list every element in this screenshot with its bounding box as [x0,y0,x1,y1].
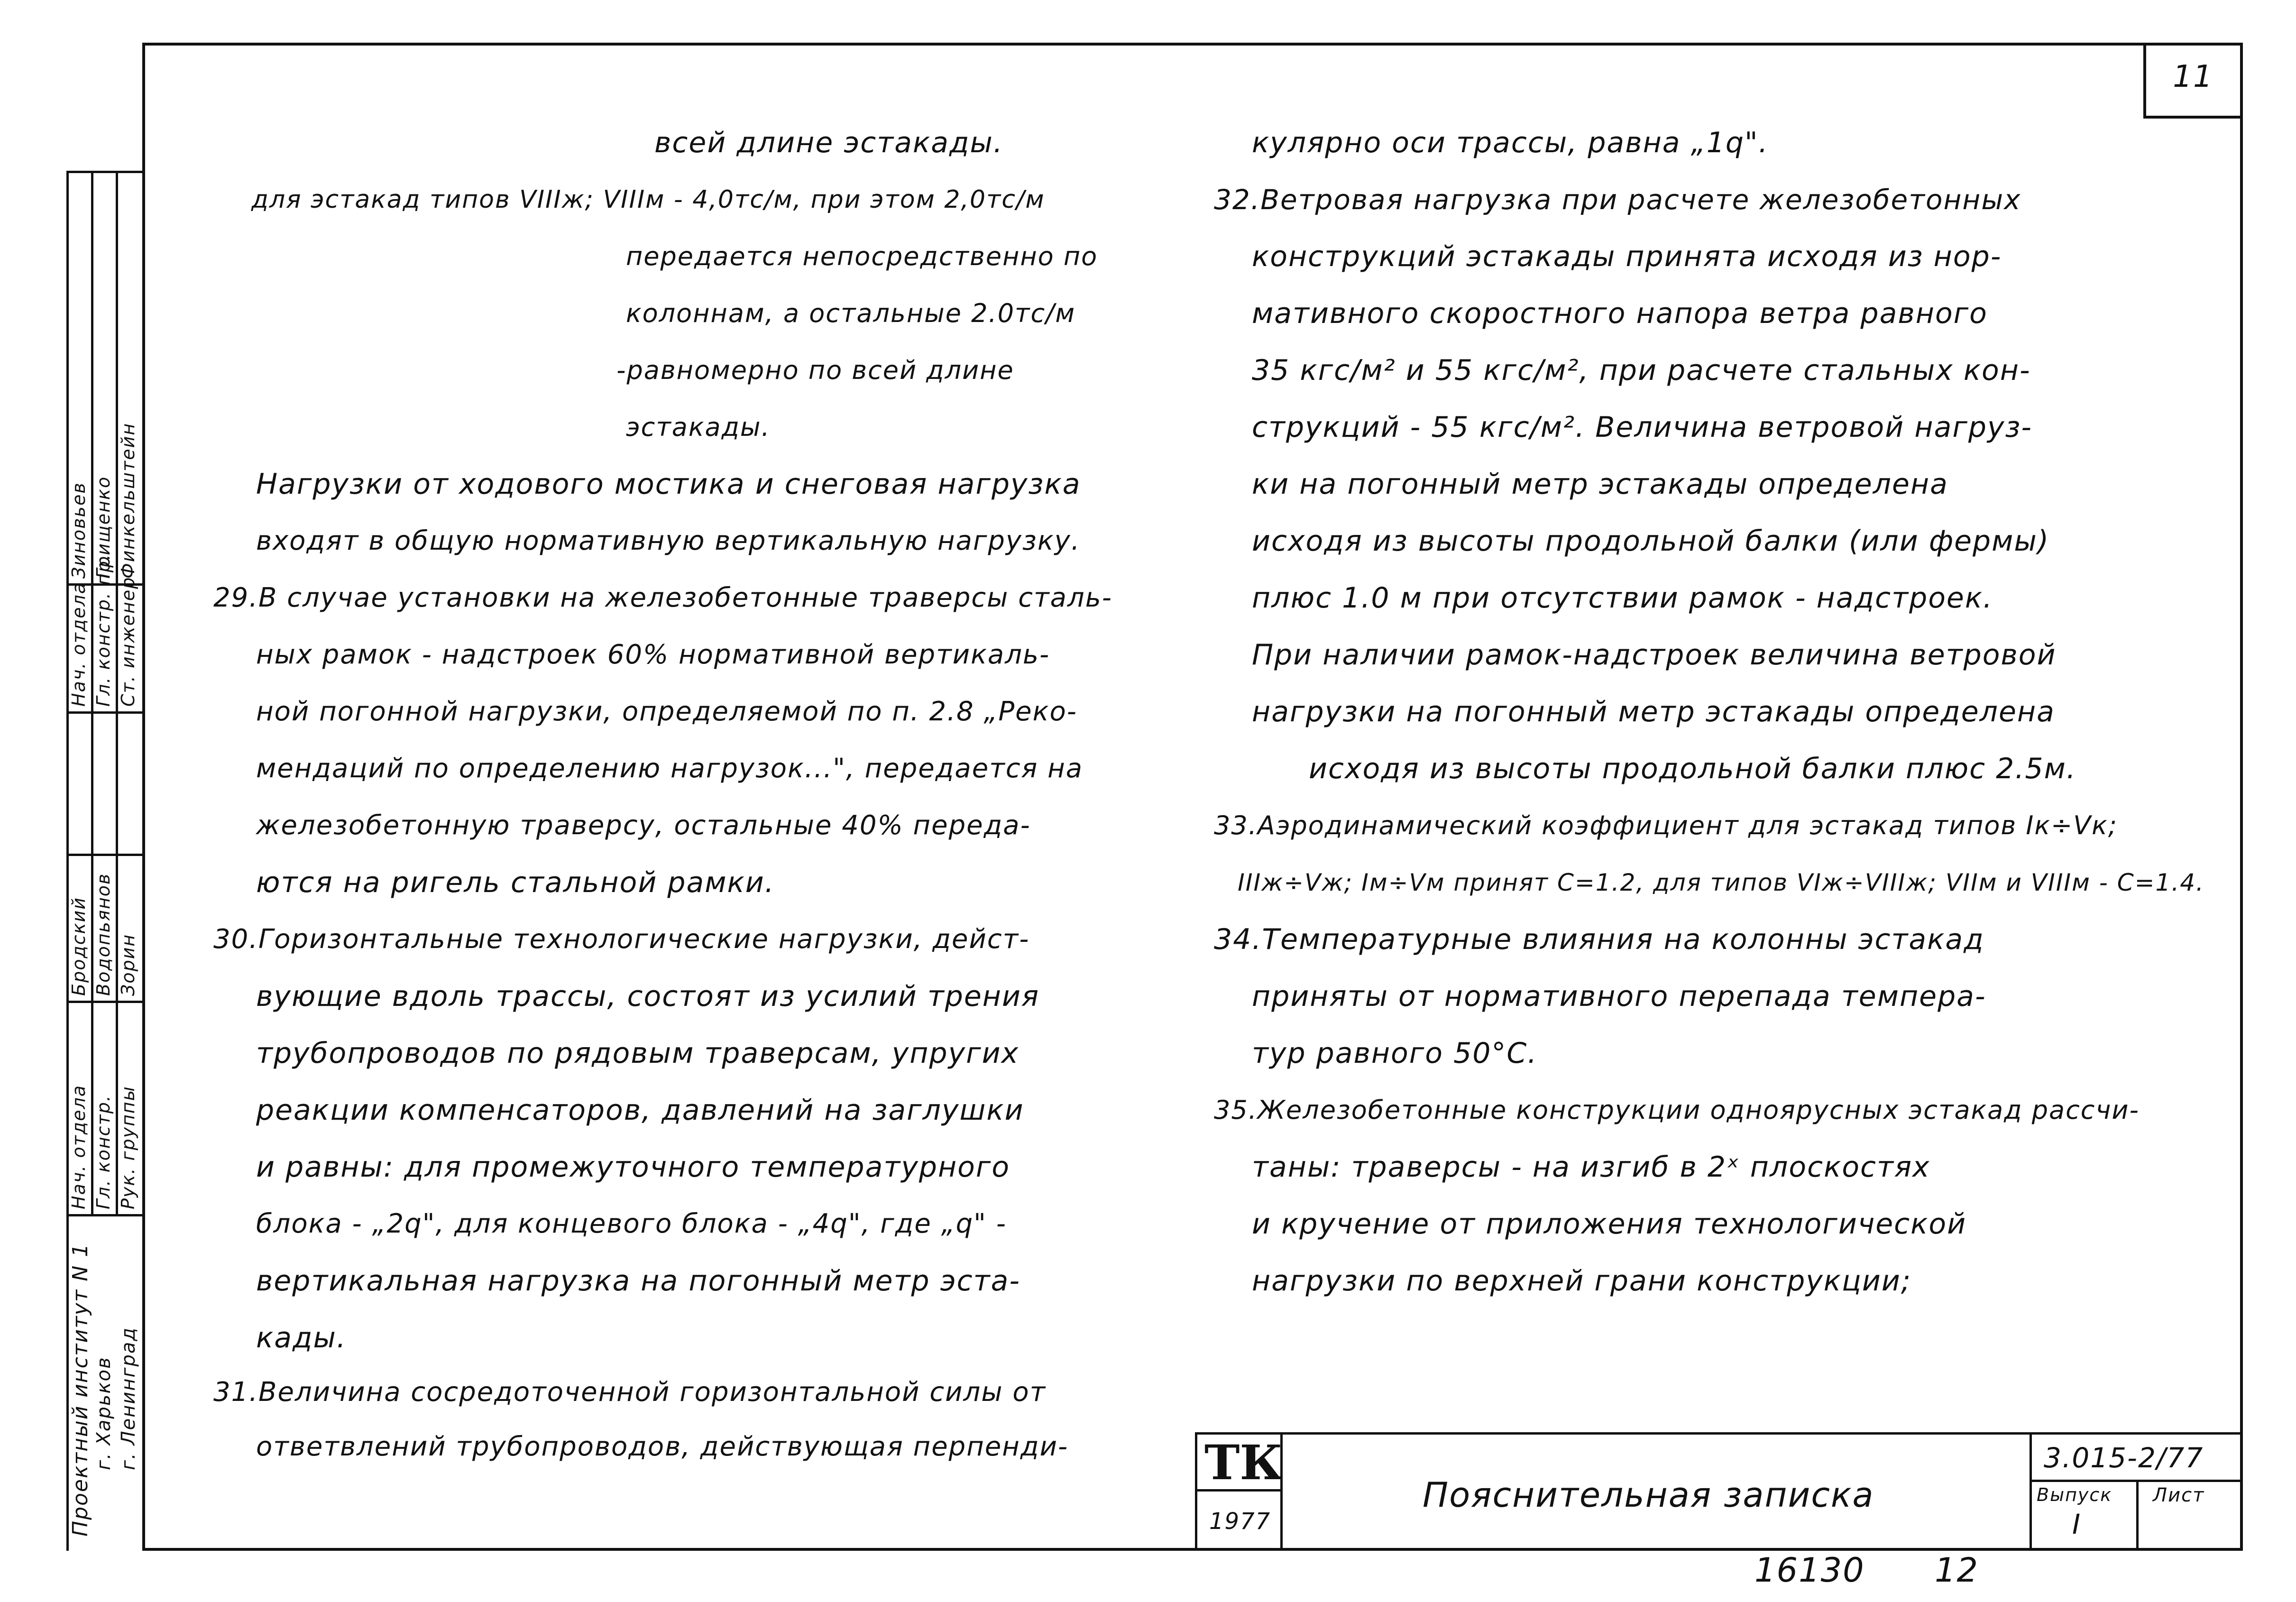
text-line: всей длине эстакады. [654,126,1003,159]
text-line: ответвлений трубопроводов, действующая перпенди- [256,1431,1069,1462]
text-line: струкций - 55 кгс/м². Величина ветровой нагруз- [1252,411,2033,444]
text-line: для эстакад типов VIIIж; VIIIм - 4,0тс/м, при этом 2,0тс/м [251,185,1045,214]
stamp-name-5: Грищенко [93,476,114,579]
text-line: колоннам, а остальные 2.0тс/м [626,298,1076,328]
text-line: вертикальная нагрузка на погонный метр эста- [256,1264,1020,1298]
text-line: мативного скоростного напора ветра равного [1252,297,1988,330]
text-line: исходя из высоты продольной балки плюс 2.5м. [1309,752,2076,785]
title-block [1195,1432,2243,1551]
text-line: ной погонной нагрузки, определяемой по п. 2.8 „Реко- [256,696,1077,727]
issue-label: Выпуск [2037,1484,2112,1505]
text-line: ются на ригель стальной рамки. [256,866,775,899]
text-line: исходя из высоты продольной балки (или фермы) [1252,525,2050,558]
text-line: плюс 1.0 м при отсутствии рамок - надстроек. [1252,581,1993,615]
text-line: передается непосредственно по [626,241,1098,271]
text-line: входят в общую нормативную вертикальную нагрузку. [256,525,1081,556]
text-line: 34.Температурные влияния на колонны эстакад [1214,923,1984,956]
stamp-name-2: Водопьянов [93,873,114,996]
archive-number: 16130 [1754,1551,1865,1590]
text-line: ных рамок - надстроек 60% нормативной вертикаль- [256,639,1050,670]
document-code: 3.015-2/77 [2044,1442,2204,1474]
stamp-role-5: Гл. констр. пр. [93,553,114,707]
text-line: и равны: для промежуточного температурного [256,1151,1010,1184]
text-line: кулярно оси трассы, равна „1q". [1252,126,1769,159]
stamp-year: 1977 [1209,1508,1271,1535]
stamp-name-3: Зорин [118,933,138,996]
text-line: кады. [256,1321,347,1354]
text-line: вующие вдоль трассы, состоят из усилий трения [256,980,1040,1013]
text-line: 32.Ветровая нагрузка при расчете железобетонных [1214,184,2021,216]
text-line: -равномерно по всей длине [616,355,1014,385]
text-line: 35 кгс/м² и 55 кгс/м², при расчете стальных кон- [1252,354,2031,387]
text-line: блока - „2q", для концевого блока - „4q", где „q" - [256,1208,1007,1239]
text-line: 35.Железобетонные конструкции одноярусных эстакад рассчи- [1214,1095,2140,1125]
stamp-role-1: Нач. отдела [68,1084,89,1209]
text-line: 29.В случае установки на железобетонные траверсы сталь- [213,582,1112,613]
stamp-role-2: Гл. констр. [93,1095,114,1209]
sheet-number: 11 [2173,59,2213,94]
text-line: тур равного 50°C. [1252,1037,1538,1070]
text-line: 31.Величина сосредоточенной горизонтальной силы от [213,1377,1047,1408]
stamp-role-6: Ст. инженер [118,576,138,707]
stamp-institute: Проектный институт N 1 [68,1243,92,1537]
stamp-city-2: г. Ленинград [118,1326,139,1470]
stamp-role-3: Рук. группы [118,1086,138,1209]
text-line: мендаций по определению нагрузок...", передается на [256,753,1084,784]
text-line: конструкций эстакады принята исходя из нор- [1252,240,2002,273]
text-line: ки на погонный метр эстакады определена [1252,468,1948,501]
stamp-name-4: Зиновьев [68,482,89,579]
text-line: При наличии рамок-надстроек величина ветровой [1252,638,2057,672]
text-line: нагрузки по верхней грани конструкции; [1252,1264,1912,1298]
page-number: 12 [1935,1551,1979,1590]
stamp-role-4: Нач. отдела [68,581,89,707]
stamp-name-6: Финкельштейн [118,422,138,579]
text-line: эстакады. [626,412,771,442]
stamp-city-1: г. Харьков [93,1356,115,1470]
left-stamp [66,171,145,1551]
text-line: трубопроводов по рядовым траверсам, упругих [256,1037,1019,1070]
text-line: 30.Горизонтальные технологические нагрузки, дейст- [213,924,1030,955]
issue-value: I [2072,1508,2082,1540]
stamp-name-1: Бродский [68,897,89,996]
text-line: таны: траверсы - на изгиб в 2ˣ плоскостях [1252,1151,1930,1184]
text-line: нагрузки на погонный метр эстакады определена [1252,695,2055,728]
sheet-label: Лист [2153,1484,2205,1506]
text-line: железобетонную траверсу, остальные 40% переда- [256,810,1031,841]
text-line: приняты от нормативного перепада темпера- [1252,980,1986,1013]
text-line: Нагрузки от ходового мостика и снеговая нагрузка [256,468,1081,501]
text-line: и кручение от приложения технологической [1252,1207,1967,1241]
document-title: Пояснительная записка [1423,1475,1874,1515]
text-line: реакции компенсаторов, давлений на заглушки [256,1094,1024,1127]
tk-logo: ТК [1204,1435,1283,1491]
text-line: 33.Аэродинамический коэффициент для эстакад типов Iк÷Vк; [1214,810,2118,840]
text-line: IIIж÷Vж; Iм÷Vм принят C=1.2, для типов VIж÷VIIIж; VIIм и VIIIм - C=1.4. [1238,869,2204,896]
